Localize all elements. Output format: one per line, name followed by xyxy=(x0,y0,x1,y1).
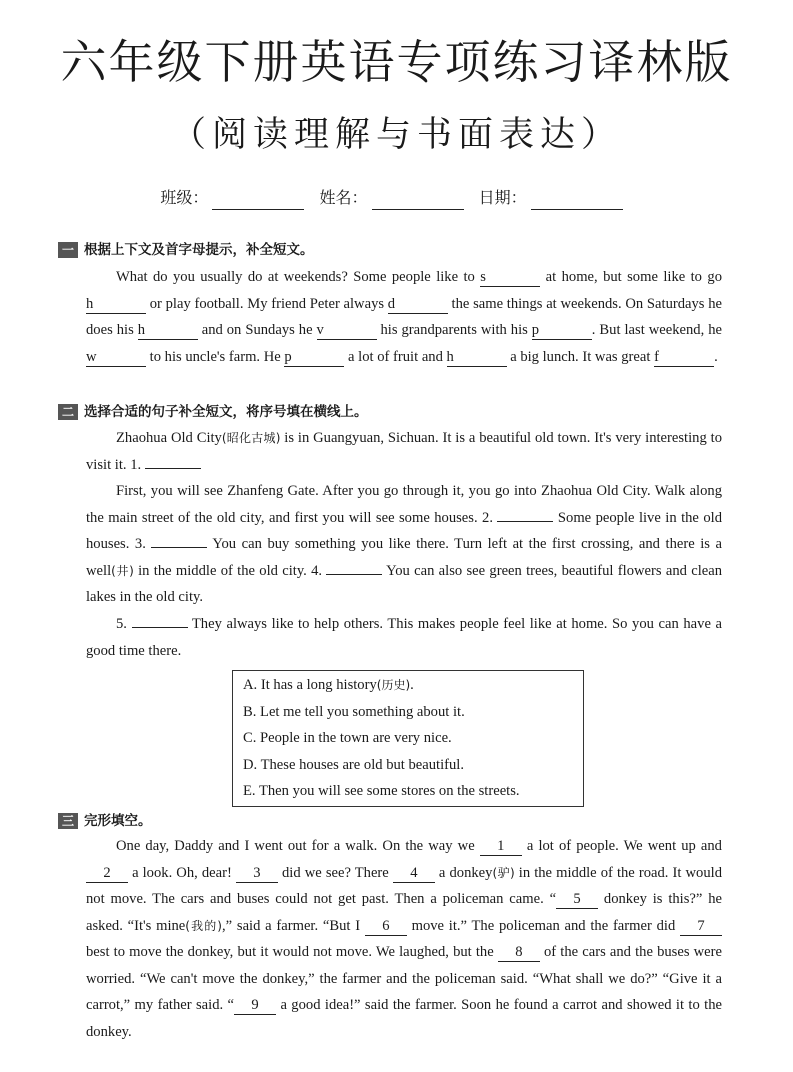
answer-blank[interactable]: h xyxy=(447,348,507,367)
text: a good idea!” said the farmer. Soon he found a carrot and showed it to the donkey. xyxy=(86,997,723,1040)
answer-blank[interactable] xyxy=(145,468,201,469)
section-1-header xyxy=(58,240,314,260)
text: is in Guangyuan, Sichuan. It is a beautiful old town. It's very interesting to visit it. 1. xyxy=(86,430,722,473)
text: best to move the donkey, but it would not move. We laughed, but the xyxy=(86,944,498,960)
text: a lot of fruit and xyxy=(344,348,447,365)
text: in the middle of the old city. 4. xyxy=(133,562,327,579)
page-subtitle: （阅读理解与书面表达） xyxy=(170,115,622,155)
answer-blank[interactable] xyxy=(151,547,207,548)
text: ,” said a farmer. “But I xyxy=(222,917,365,934)
section-2-paragraph-3 xyxy=(86,611,722,664)
chinese-gloss: (历史) xyxy=(376,678,411,692)
cloze-blank[interactable]: 4 xyxy=(393,864,435,883)
text: a big lunch. It was great xyxy=(506,348,655,365)
section-2-instruction: 选择合适的句子补全短文，将序号填在横线上。 xyxy=(84,404,368,420)
text: did we see? There xyxy=(277,864,393,881)
text: You can buy something you like there. Turn left at the first crossing, and there is a well xyxy=(86,536,722,579)
answer-blank[interactable] xyxy=(497,521,553,522)
chinese-gloss: (昭化古城) xyxy=(221,431,281,445)
section-1-number: 一 xyxy=(58,242,78,258)
answer-blank[interactable] xyxy=(326,574,382,575)
cloze-blank[interactable]: 6 xyxy=(365,917,407,936)
option-end: . xyxy=(410,677,414,693)
answer-blank[interactable]: d xyxy=(388,295,448,314)
text: at home, but some like to go xyxy=(540,269,722,285)
options-box xyxy=(232,670,584,807)
section-1-instruction: 根据上下文及首字母提示，补全短文。 xyxy=(84,242,314,258)
text: They always like to help others. This makes people feel like at home. So you can have a good time there. xyxy=(86,616,722,659)
text: and on Sundays he xyxy=(197,322,317,338)
text: a donkey xyxy=(434,864,493,881)
section-2-number: 二 xyxy=(58,404,78,420)
text: . But last weekend, he xyxy=(591,322,722,338)
answer-blank[interactable]: v xyxy=(317,321,377,340)
option-d: D. These houses are old but beautiful. xyxy=(243,756,465,773)
chinese-gloss: (井) xyxy=(111,563,134,578)
text: One day, Daddy and I went out for a walk. On the way we xyxy=(116,838,480,854)
text: You can also see green trees, beautiful flowers and clean lakes in the old city. xyxy=(86,562,722,605)
option-text: A. It has a long history xyxy=(243,677,377,693)
cloze-blank[interactable]: 1 xyxy=(480,837,522,856)
answer-blank[interactable]: p xyxy=(532,321,592,340)
text: or play football. My friend Peter always xyxy=(146,295,388,312)
page-title: 六年级下册英语专项练习译林版 xyxy=(60,35,733,89)
text: donkey is this?” he asked. “It's mine xyxy=(86,891,722,934)
cloze-blank[interactable]: 3 xyxy=(236,864,278,883)
text: to his uncle's farm. He xyxy=(146,348,285,365)
option-c: C. People in the town are very nice. xyxy=(243,730,452,746)
text: a lot of people. We went up and xyxy=(521,838,722,854)
chinese-gloss: (我的) xyxy=(185,918,222,933)
answer-blank[interactable]: p xyxy=(284,348,344,367)
option-e: E. Then you will see some stores on the streets. xyxy=(243,783,520,799)
text: Zhaohua Old City xyxy=(116,430,222,446)
answer-blank[interactable]: f xyxy=(654,348,714,367)
text: Some people live in the old houses. 3. xyxy=(86,509,722,552)
text: a look. Oh, dear! xyxy=(128,864,236,881)
cloze-blank[interactable]: 7 xyxy=(680,917,722,936)
answer-blank[interactable]: h xyxy=(138,321,198,340)
text: of the cars and the buses were worried. “We can't move the donkey,” the farmer and the policeman said. “What shall we do?” “Give it a carrot,” my father said. “ xyxy=(86,944,722,1013)
class-label: 班级： xyxy=(160,188,209,207)
answer-blank[interactable]: h xyxy=(86,295,146,314)
cloze-blank[interactable]: 2 xyxy=(86,864,128,883)
answer-blank[interactable]: s xyxy=(480,268,540,287)
name-field[interactable] xyxy=(372,191,464,210)
text: the same things at weekends. On Saturdays he does his xyxy=(86,295,722,338)
section-2-paragraph-1 xyxy=(86,425,722,478)
option-b: B. Let me tell you something about it. xyxy=(243,703,465,720)
date-label: 日期： xyxy=(478,188,527,207)
section-2-header xyxy=(58,402,368,422)
section-3-header xyxy=(58,811,152,831)
answer-blank[interactable]: w xyxy=(86,348,146,367)
text: First, you will see Zhanfeng Gate. After you go through it, you go into Zhaohua Old City. Walk along the main street of the old city, and first you will see some houses. 2. xyxy=(86,483,722,526)
text: . xyxy=(714,348,718,365)
section-2-paragraph-2 xyxy=(86,478,722,611)
cloze-blank[interactable]: 5 xyxy=(556,890,598,909)
chinese-gloss: (驴) xyxy=(492,865,515,880)
section-1-passage xyxy=(86,264,722,370)
text: 5. xyxy=(116,616,132,632)
cloze-blank[interactable]: 8 xyxy=(498,943,540,962)
section-3-number: 三 xyxy=(58,813,78,829)
class-field[interactable] xyxy=(212,191,304,210)
text: What do you usually do at weekends? Some people like to xyxy=(116,269,481,285)
date-field[interactable] xyxy=(531,191,623,210)
section-3-passage xyxy=(86,833,722,1045)
section-3-instruction: 完形填空。 xyxy=(84,813,152,829)
student-info-row xyxy=(0,186,793,210)
cloze-blank[interactable]: 9 xyxy=(234,996,276,1015)
name-label: 姓名： xyxy=(319,188,368,207)
text: move it.” The policeman and the farmer did xyxy=(406,917,680,934)
option-a xyxy=(243,672,583,699)
text: his grandparents with his xyxy=(376,322,532,338)
text: in the middle of the road. It would not move. The cars and buses could not get past. Then a policeman came. “ xyxy=(86,864,722,907)
answer-blank[interactable] xyxy=(132,627,188,628)
